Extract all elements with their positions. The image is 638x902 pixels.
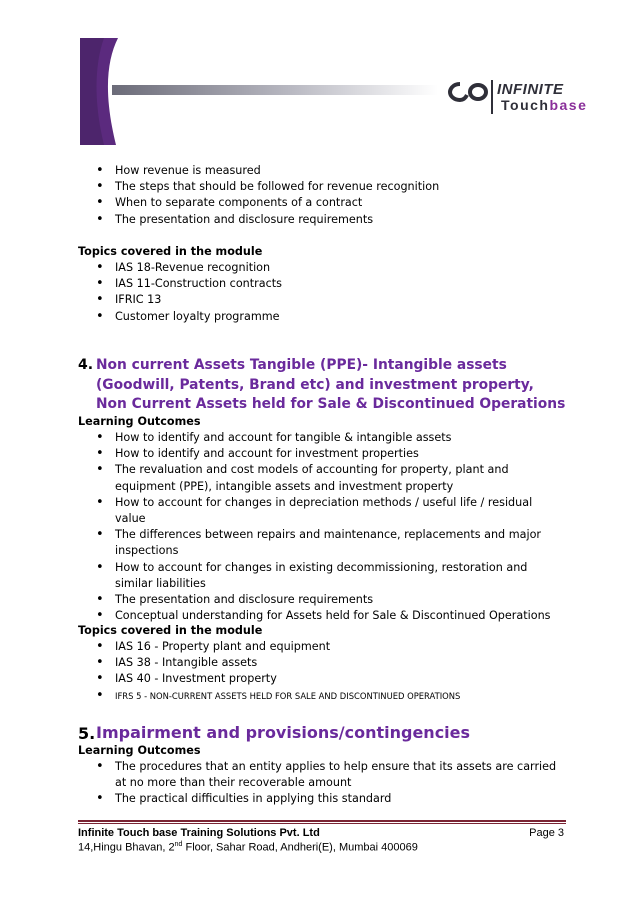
logo-word-touchbase: Touchbase (501, 97, 588, 113)
topics-list (96, 639, 460, 704)
list-item: • IAS 11-Construction contracts (96, 276, 282, 292)
list-item: • The revaluation and cost models of accounting for property, plant and equipment (PPE), intangible assets and investment property (96, 462, 558, 494)
page-header (0, 0, 638, 150)
list-item: • Customer loyalty programme (96, 309, 282, 325)
section-title: Non current Assets Tangible (PPE)- Intangible assets (Goodwill, Patents, Brand etc) and investment property, Non Current Assets held for Sale & Discontinued Operations (96, 357, 566, 412)
footer-company: Infinite Touch base Training Solutions Pvt. Ltd (78, 827, 320, 839)
list-item: • IAS 38 - Intangible assets (96, 655, 460, 671)
header-graphic (0, 0, 638, 150)
learning-outcomes-list (96, 759, 558, 808)
header-bar (112, 85, 438, 95)
list-item: • IAS 40 - Investment property (96, 671, 460, 687)
list-item: • How to identify and account for investment properties (96, 446, 558, 462)
list-item: • The steps that should be followed for revenue recognition (96, 179, 439, 195)
intro-bullet-list (96, 163, 439, 228)
footer-divider (78, 820, 566, 822)
list-item: • How to identify and account for tangible & intangible assets (96, 430, 558, 446)
list-item: • How to account for changes in depreciation methods / useful life / residual value (96, 495, 558, 527)
list-item: • IAS 16 - Property plant and equipment (96, 639, 460, 655)
topics-heading: Topics covered in the module (78, 624, 263, 637)
list-item: • How to account for changes in existing decommissioning, restoration and similar liabilities (96, 560, 558, 592)
page-number: Page 3 (529, 827, 564, 839)
list-item: • When to separate components of a contract (96, 195, 439, 211)
learning-outcomes-list (96, 430, 558, 624)
topics-heading: Topics covered in the module (78, 245, 263, 258)
list-item: • The differences between repairs and maintenance, replacements and major inspections (96, 527, 558, 559)
list-item: • IAS 18-Revenue recognition (96, 260, 282, 276)
learning-outcomes-heading: Learning Outcomes (78, 415, 201, 428)
section-number: 4. (78, 357, 94, 373)
section-number: 5. (78, 724, 96, 743)
footer-address: 14,Hingu Bhavan, 2nd Floor, Sahar Road, Andheri(E), Mumbai 400069 (78, 841, 418, 854)
list-item: • IFRIC 13 (96, 292, 282, 308)
learning-outcomes-heading: Learning Outcomes (78, 744, 201, 757)
list-item: • The practical difficulties in applying this standard (96, 791, 558, 807)
list-item: • The procedures that an entity applies to help ensure that its assets are carried at no more than their recoverable amount (96, 759, 558, 791)
footer-divider (78, 823, 566, 824)
logo-word-infinite: INFINITE (497, 81, 564, 98)
section-title: Impairment and provisions/contingencies (96, 723, 471, 742)
list-item: • The presentation and disclosure requirements (96, 212, 439, 228)
infinity-logo-icon (450, 84, 486, 100)
logo-divider (491, 80, 493, 114)
topics-list (96, 260, 282, 325)
list-item: • IFRS 5 - NON-CURRENT ASSETS HELD FOR SALE AND DISCONTINUED OPERATIONS (96, 688, 460, 704)
list-item: • Conceptual understanding for Assets held for Sale & Discontinued Operations (96, 608, 558, 624)
list-item: • The presentation and disclosure requirements (96, 592, 558, 608)
list-item: • How revenue is measured (96, 163, 439, 179)
